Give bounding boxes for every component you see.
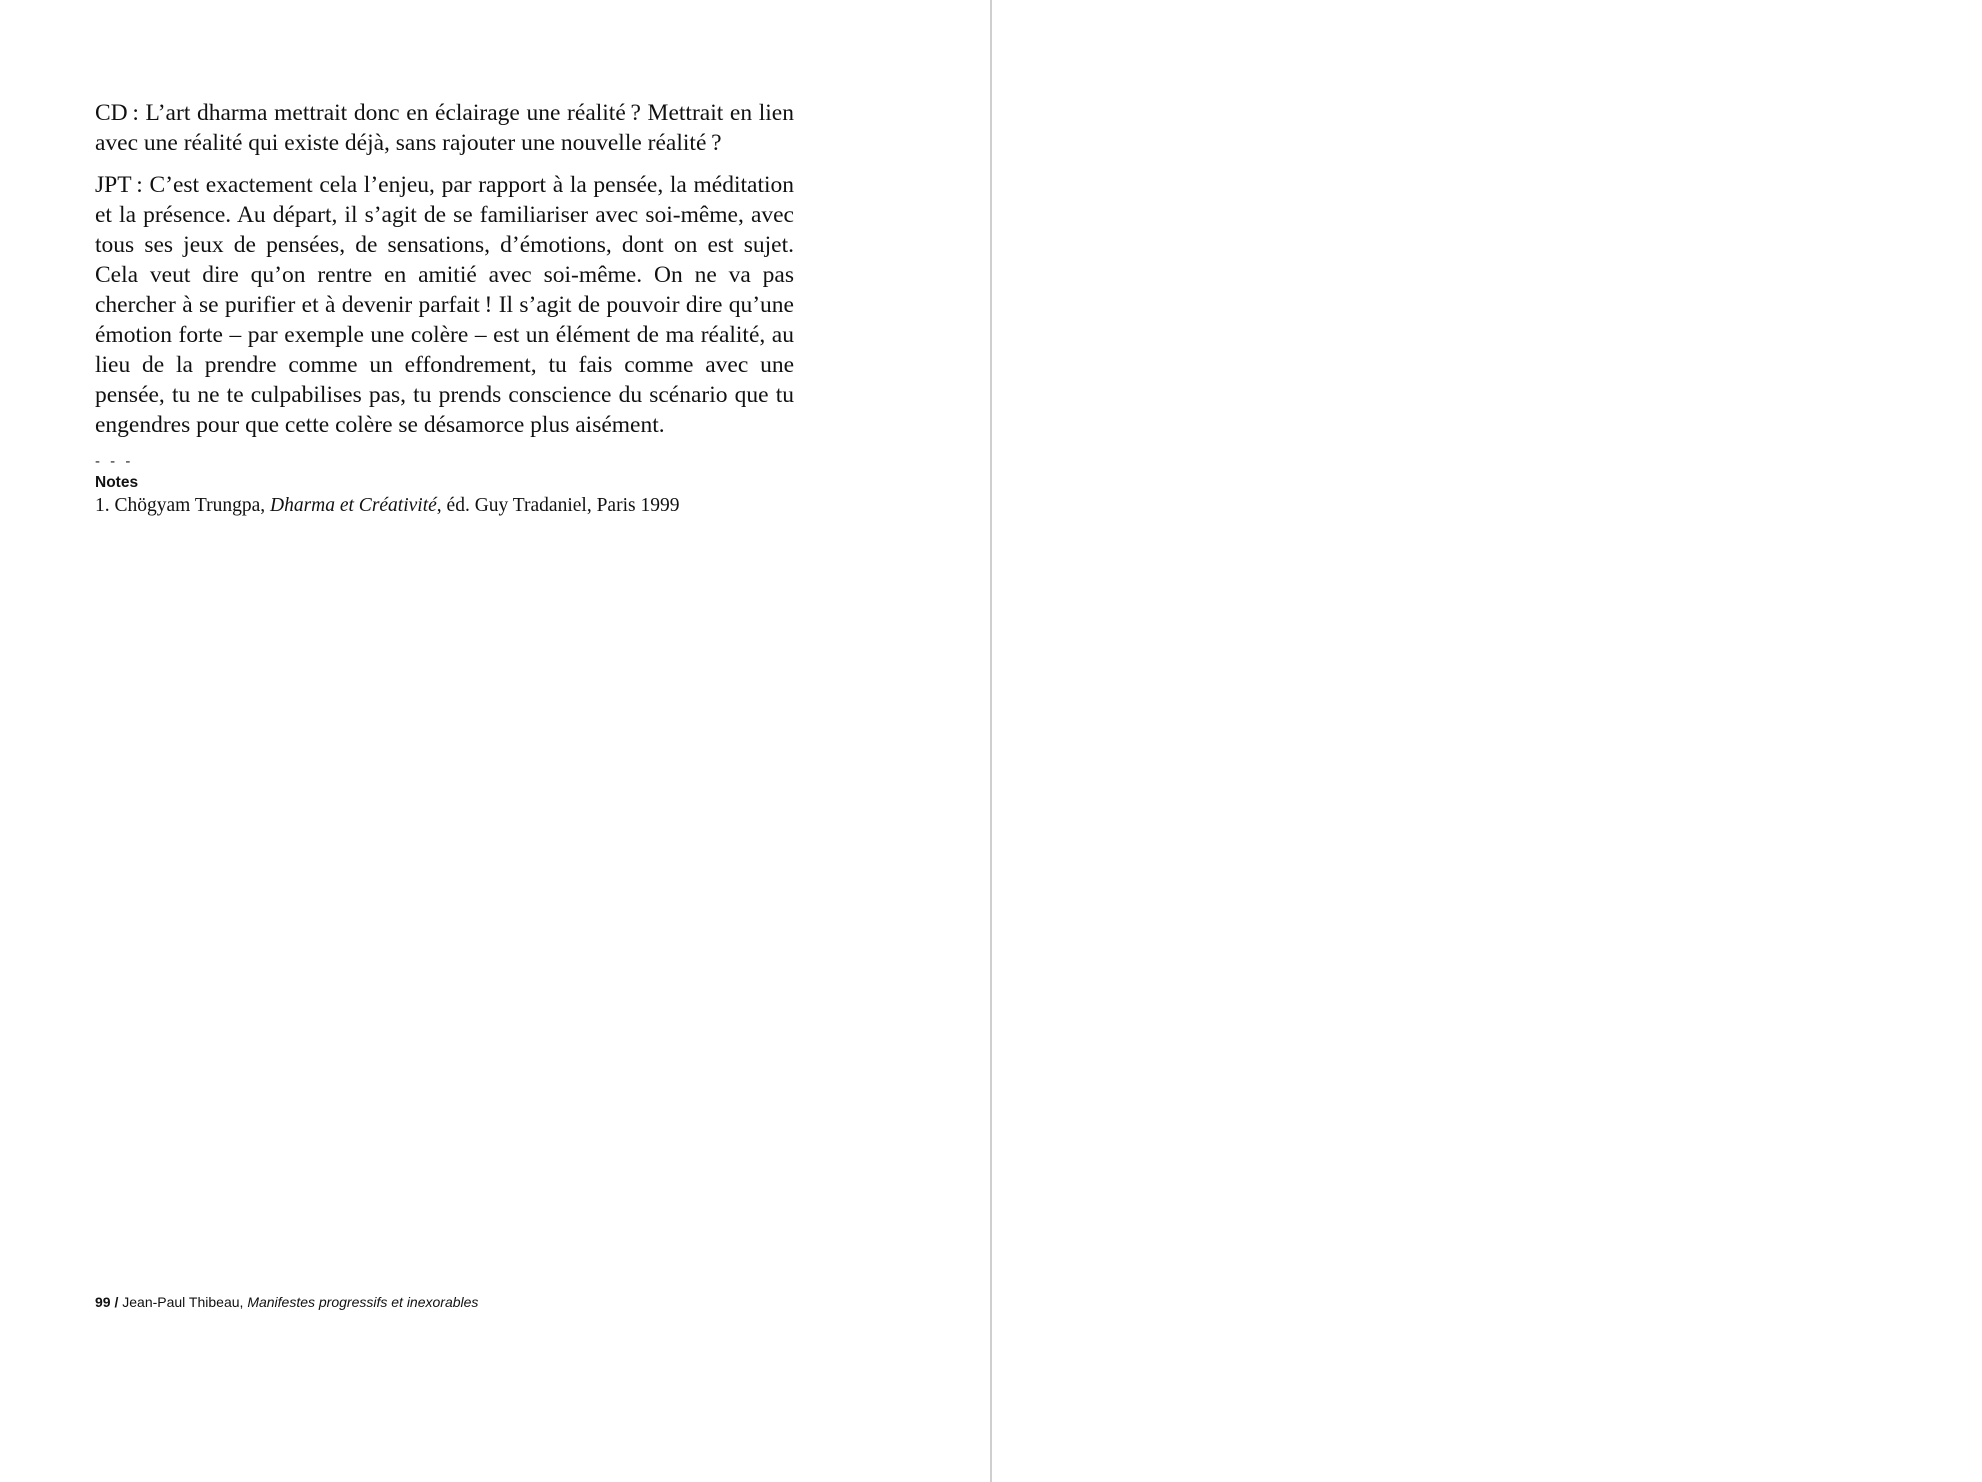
- right-page-blank: [992, 0, 1982, 1482]
- footnote-1-prefix: 1. Chögyam Trungpa,: [95, 495, 270, 516]
- page-footer: [95, 1293, 478, 1311]
- interview-text: [95, 98, 794, 518]
- page-number: 99: [95, 1294, 111, 1310]
- notes-heading: Notes: [95, 474, 139, 491]
- footnote-1: [95, 494, 794, 518]
- paragraph-jpt-answer: JPT : C’est exactement cela l’enjeu, par rapport à la pensée, la méditation et la présence. Au départ, il s’agit de se familiariser avec soi-même, avec tous ses jeux de pensées, de sensations, d’émotions, dont on est sujet. Cela veut dire qu’on rentre en amitié avec soi-même. On ne va pas chercher à se purifier et à devenir parfait ! Il s’agit de pouvoir dire qu’une émotion forte – par exemple une colère – est un élément de ma réalité, au lieu de la prendre comme un effondrement, tu fais comme avec une pensée, tu ne te culpabilises pas, tu prends conscience du scénario que tu engendres pour que cette colère se désamorce plus aisément.: [95, 172, 794, 438]
- footer-book-title: Manifestes progressifs et inexorables: [247, 1294, 479, 1310]
- footnote-1-title: Dharma et Créativité: [269, 495, 437, 516]
- paragraph-cd-question: CD : L’art dharma mettrait donc en éclairage une réalité ? Mettrait en lien avec une réalité qui existe déjà, sans rajouter une nouvelle réalité ?: [95, 100, 794, 156]
- footer-author: Jean-Paul Thibeau,: [122, 1294, 248, 1310]
- left-page: [0, 0, 990, 1482]
- footer-slash: /: [110, 1294, 123, 1310]
- notes-separator: - - -: [95, 453, 134, 470]
- footnote-1-suffix: , éd. Guy Tradaniel, Paris 1999: [436, 495, 680, 516]
